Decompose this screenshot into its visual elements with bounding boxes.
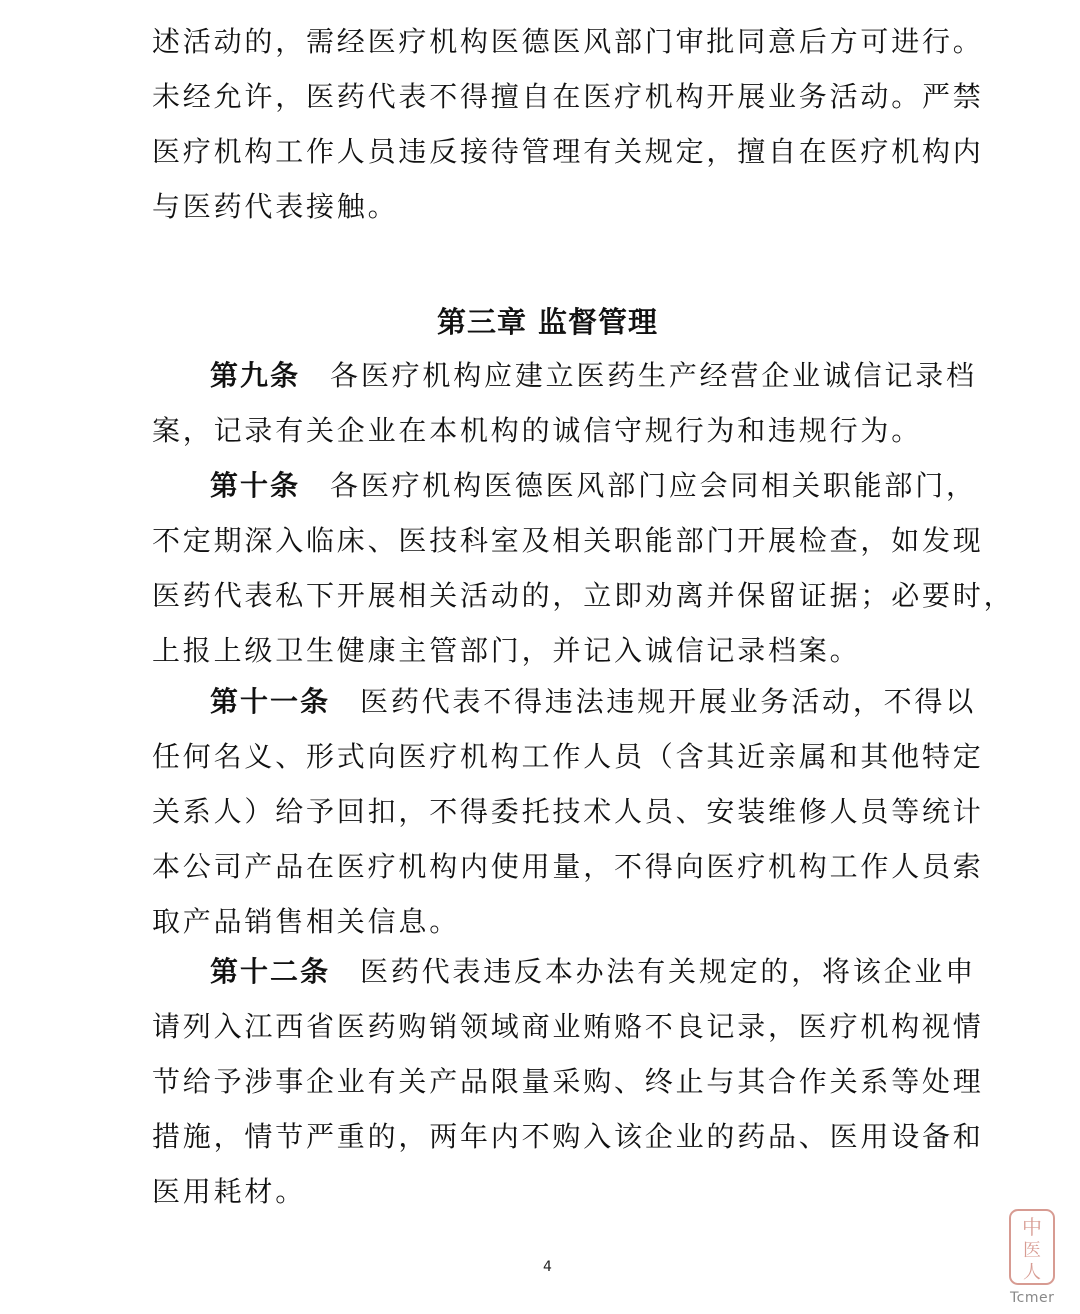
article-label: 第十条 [210, 469, 301, 502]
article-label: 第十一条 [210, 685, 331, 718]
text-line: 关系人）给予回扣，不得委托技术人员、安装维修人员等统计 [152, 795, 984, 828]
text-line: 医疗机构工作人员违反接待管理有关规定，擅自在医疗机构内 [152, 135, 984, 168]
article-first-line: 医药代表违反本办法有关规定的，将该企业申 [360, 955, 977, 988]
continuation-paragraph [152, 14, 984, 234]
text-line: 请列入江西省医药购销领域商业贿赂不良记录，医疗机构视情 [152, 1010, 984, 1043]
svg-text:医: 医 [1023, 1240, 1041, 1261]
svg-text:中: 中 [1022, 1215, 1042, 1239]
article-first-line: 各医疗机构医德医风部门应会同相关职能部门， [330, 469, 977, 502]
text-line: 医用耗材。 [152, 1175, 307, 1208]
text-line: 取产品销售相关信息。 [152, 905, 461, 938]
text-line: 医药代表私下开展相关活动的，立即劝离并保留证据；必要时， [152, 579, 1015, 612]
text-line: 述活动的，需经医疗机构医德医风部门审批同意后方可进行。 [152, 25, 984, 58]
svg-text:人: 人 [1023, 1262, 1041, 1283]
watermark-text: Tcmer [1010, 1290, 1055, 1306]
article-10 [152, 458, 1015, 678]
article-first-line: 各医疗机构应建立医药生产经营企业诚信记录档 [330, 359, 977, 392]
text-line: 上报上级卫生健康主管部门，并记入诚信记录档案。 [152, 634, 861, 667]
article-11 [152, 674, 984, 949]
article-12 [152, 944, 984, 1219]
text-line: 不定期深入临床、医技科室及相关职能部门开展检查，如发现 [152, 524, 984, 557]
article-first-line: 医药代表不得违法违规开展业务活动，不得以 [360, 685, 977, 718]
text-line: 措施，情节严重的，两年内不购入该企业的药品、医用设备和 [152, 1120, 984, 1153]
text-line: 未经允许，医药代表不得擅自在医疗机构开展业务活动。严禁 [152, 80, 984, 113]
text-line: 与医药代表接触。 [152, 190, 399, 223]
text-line: 节给予涉事企业有关产品限量采购、终止与其合作关系等处理 [152, 1065, 984, 1098]
chapter-title: 第三章 监督管理 [436, 305, 659, 339]
text-line: 本公司产品在医疗机构内使用量，不得向医疗机构工作人员索 [152, 850, 984, 883]
article-label: 第九条 [210, 359, 301, 392]
seal-logo [1006, 1206, 1058, 1288]
text-line: 案，记录有关企业在本机构的诚信守规行为和违规行为。 [152, 414, 923, 447]
text-line: 任何名义、形式向医疗机构工作人员（含其近亲属和其他特定 [152, 740, 984, 773]
article-9 [152, 348, 977, 458]
page-number: 4 [543, 1259, 552, 1275]
article-label: 第十二条 [210, 955, 331, 988]
